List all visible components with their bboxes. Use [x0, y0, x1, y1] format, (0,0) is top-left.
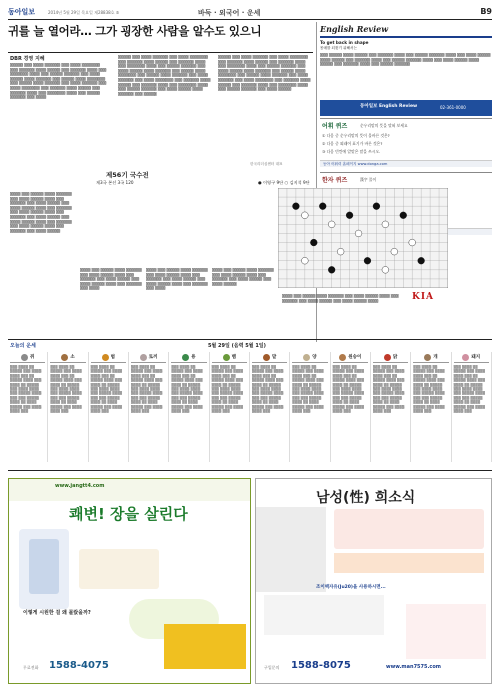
- zodiac-name: 닭: [392, 355, 398, 360]
- zodiac-name: 원숭이: [348, 355, 362, 360]
- zodiac-animal-icon: [303, 354, 310, 361]
- zodiac-animal-icon: [462, 354, 469, 361]
- black-stone: [373, 203, 380, 210]
- english-review-heading: English Review: [320, 24, 389, 34]
- zodiac-header: [212, 352, 247, 363]
- zodiac-column: [290, 352, 330, 462]
- zodiac-column: [169, 352, 209, 462]
- white-stone: [382, 221, 389, 228]
- vocab-quiz-caption: 순우리말의 뜻을 맞혀 보세요: [360, 123, 408, 128]
- zodiac-header: [131, 352, 166, 363]
- zodiac-header: [454, 352, 489, 363]
- zodiac-animal-icon: [263, 354, 270, 361]
- zodiac-column: [452, 352, 492, 462]
- zodiac-header: [50, 352, 85, 363]
- horoscope-title: 오늘의 운세: [10, 343, 36, 349]
- horoscope-date: 5월 29일 (음력 5월 1일): [208, 343, 266, 349]
- newspaper-logo: 동아일보: [8, 8, 36, 16]
- event-badge: [164, 624, 246, 669]
- zodiac-column: [8, 352, 48, 462]
- baduk-text-5: ▒▒▒▒ ▒▒▒ ▒▒▒▒▒ ▒▒▒▒ ▒▒▒▒▒▒ ▒▒▒ ▒▒▒▒ ▒▒▒▒▒ ▒▒▒▒ ▒▒▒ ▒▒▒▒▒▒ ▒▒▒ ▒▒▒▒ ▒▒▒▒▒ ▒▒▒ ▒▒▒▒ ▒▒▒▒▒ ▒▒▒▒: [282, 294, 399, 303]
- ad-mens-phone-label: 구입문의: [264, 665, 280, 670]
- vocab-quiz-label: 어휘 퀴즈: [322, 123, 348, 130]
- zodiac-name: 뱀: [231, 355, 236, 360]
- column-byline: 한국리더십센터 대표: [250, 162, 283, 166]
- page-number: B9: [480, 7, 492, 16]
- ad-mens-phone: 1588-8075: [291, 660, 351, 671]
- ad-digestive-headline: 쾌변! 장을 살린다: [69, 505, 188, 523]
- black-stone: [310, 239, 317, 246]
- vocab-quiz-q3: ③ 다음 빈칸에 알맞은 말을 쓰시오.: [322, 149, 381, 154]
- zodiac-fortune-text: ▒▒▒ ▒▒▒▒ ▒▒ ▒▒▒▒▒ ▒▒▒ ▒▒▒▒ ▒▒▒▒ ▒▒▒ ▒▒ ▒▒▒▒▒ ▒▒▒▒ ▒▒▒ ▒▒▒▒ ▒▒ ▒▒▒▒▒ ▒▒▒ ▒▒▒▒ ▒▒▒▒ ▒▒▒ ▒▒▒▒▒ ▒▒▒▒ ▒▒▒ ▒▒▒ ▒▒▒▒▒ ▒▒▒▒ ▒▒ ▒▒▒▒ ▒▒▒▒▒ ▒▒▒ ▒▒▒▒ ▒▒▒▒ ▒▒▒: [130, 365, 163, 414]
- zodiac-column: [371, 352, 411, 462]
- zodiac-fortune-text: ▒▒▒ ▒▒▒▒ ▒▒ ▒▒▒▒▒ ▒▒▒ ▒▒▒▒ ▒▒▒▒ ▒▒▒ ▒▒ ▒▒▒▒▒ ▒▒▒▒ ▒▒▒ ▒▒▒▒ ▒▒ ▒▒▒▒▒ ▒▒▒ ▒▒▒▒ ▒▒▒▒ ▒▒▒ ▒▒▒▒▒ ▒▒▒▒ ▒▒▒ ▒▒▒ ▒▒▒▒▒ ▒▒▒▒ ▒▒ ▒▒▒▒ ▒▒▒▒▒ ▒▒▒ ▒▒▒▒ ▒▒▒▒ ▒▒▒: [90, 365, 123, 414]
- zodiac-header: [333, 352, 368, 363]
- black-stone: [319, 203, 326, 210]
- white-stone: [409, 239, 416, 246]
- black-stone: [292, 203, 299, 210]
- english-review-bar: [320, 36, 492, 38]
- ad-mens-headline: 남성(性) 희소식: [316, 490, 416, 506]
- column-text-2: ▒▒▒▒▒ ▒▒▒ ▒▒▒▒ ▒▒▒▒▒▒ ▒▒▒ ▒▒▒▒ ▒▒▒▒▒▒▒ ▒▒▒ ▒▒▒▒▒▒ ▒▒▒▒ ▒▒▒▒▒ ▒▒▒ ▒▒▒▒▒▒ ▒▒▒▒ ▒▒▒ ▒▒▒▒▒▒▒ ▒▒▒▒ ▒▒▒ ▒▒▒▒▒ ▒▒▒▒▒▒ ▒▒▒ ▒▒▒▒ ▒▒▒▒▒ ▒▒▒▒ ▒▒▒▒▒▒ ▒▒▒ ▒▒▒▒▒ ▒▒▒▒ ▒▒▒▒▒▒▒ ▒▒▒ ▒▒▒▒▒ ▒▒▒▒ ▒▒▒▒▒▒ ▒▒▒ ▒▒▒▒ ▒▒▒▒▒▒ ▒▒▒ ▒▒▒▒ ▒▒▒▒▒▒▒ ▒▒▒ ▒▒▒▒▒▒ ▒▒▒▒ ▒▒▒▒▒ ▒▒▒ ▒▒▒▒▒▒ ▒▒▒▒ ▒▒▒ ▒▒▒▒▒▒▒ ▒▒▒▒ ▒▒▒ ▒▒▒▒▒ ▒▒▒▒▒▒ ▒▒▒ ▒▒▒▒ ▒▒▒▒▒ ▒▒▒▒ ▒▒▒▒▒▒ ▒▒▒ ▒▒▒▒▒: [118, 55, 211, 96]
- zodiac-animal-icon: [21, 354, 28, 361]
- masthead: [8, 6, 492, 20]
- zodiac-header: [373, 352, 408, 363]
- vocab-quiz: [320, 118, 492, 170]
- black-stone: [328, 266, 335, 273]
- ad-mens-url: www.man7575.com: [386, 664, 442, 670]
- column-text-3: ▒▒▒▒▒ ▒▒▒ ▒▒▒▒ ▒▒▒▒▒▒ ▒▒▒ ▒▒▒▒ ▒▒▒▒▒▒▒ ▒▒▒ ▒▒▒▒▒▒ ▒▒▒▒ ▒▒▒▒▒ ▒▒▒ ▒▒▒▒▒▒ ▒▒▒▒ ▒▒▒ ▒▒▒▒▒▒▒ ▒▒▒▒ ▒▒▒ ▒▒▒▒▒ ▒▒▒▒▒▒ ▒▒▒ ▒▒▒▒ ▒▒▒▒▒ ▒▒▒▒ ▒▒▒▒▒▒ ▒▒▒ ▒▒▒▒▒ ▒▒▒▒ ▒▒▒▒▒▒▒ ▒▒▒ ▒▒▒▒▒ ▒▒▒▒ ▒▒▒▒▒▒ ▒▒▒ ▒▒▒▒ ▒▒▒▒▒▒ ▒▒▒ ▒▒▒▒ ▒▒▒▒▒▒▒ ▒▒▒ ▒▒▒▒▒▒ ▒▒▒▒ ▒▒▒▒▒ ▒▒▒ ▒▒▒▒▒▒ ▒▒▒▒ ▒▒▒ ▒▒▒▒▒▒▒ ▒▒▒▒ ▒▒▒ ▒▒▒▒▒ ▒▒▒▒▒▒ ▒▒▒ ▒▒▒▒ ▒▒▒▒▒: [218, 55, 311, 92]
- kia-logo: KIA: [412, 292, 435, 302]
- zodiac-name: 돼지: [471, 355, 481, 360]
- column-subtitle: DBR 경영 지혜: [10, 56, 45, 62]
- zodiac-name: 소: [70, 355, 75, 360]
- black-stone: [346, 212, 353, 219]
- promo-banner: [334, 553, 484, 573]
- vocab-quiz-q1: ① 다음 중 순우리말의 뜻이 올바른 것은?: [322, 133, 390, 138]
- horoscope-grid: [8, 352, 492, 462]
- baduk-title: 제56기 국수전: [106, 171, 149, 179]
- vocab-quiz-q2: ② 다음 중 외래어 표기가 바른 것은?: [322, 141, 383, 146]
- zodiac-animal-icon: [223, 354, 230, 361]
- zodiac-column: [48, 352, 88, 462]
- ad-digestive-phone-label: 무료전화: [23, 665, 39, 670]
- white-stone: [328, 221, 335, 228]
- zodiac-animal-icon: [339, 354, 346, 361]
- info-box: [79, 549, 159, 589]
- divider: [8, 470, 492, 471]
- white-stone: [301, 257, 308, 264]
- testimonial-box: [264, 595, 384, 635]
- zodiac-fortune-text: ▒▒▒ ▒▒▒▒ ▒▒ ▒▒▒▒▒ ▒▒▒ ▒▒▒▒ ▒▒▒▒ ▒▒▒ ▒▒ ▒▒▒▒▒ ▒▒▒▒ ▒▒▒ ▒▒▒▒ ▒▒ ▒▒▒▒▒ ▒▒▒ ▒▒▒▒ ▒▒▒▒ ▒▒▒ ▒▒▒▒▒ ▒▒▒▒ ▒▒▒ ▒▒▒ ▒▒▒▒▒ ▒▒▒▒ ▒▒ ▒▒▒▒ ▒▒▒▒▒ ▒▒▒ ▒▒▒▒ ▒▒▒▒ ▒▒▒: [453, 365, 486, 414]
- zodiac-name: 범: [110, 355, 115, 360]
- zodiac-fortune-text: ▒▒▒ ▒▒▒▒ ▒▒ ▒▒▒▒▒ ▒▒▒ ▒▒▒▒ ▒▒▒▒ ▒▒▒ ▒▒ ▒▒▒▒▒ ▒▒▒▒ ▒▒▒ ▒▒▒▒ ▒▒ ▒▒▒▒▒ ▒▒▒ ▒▒▒▒ ▒▒▒▒ ▒▒▒ ▒▒▒▒▒ ▒▒▒▒ ▒▒▒ ▒▒▒ ▒▒▒▒▒ ▒▒▒▒ ▒▒ ▒▒▒▒ ▒▒▒▒▒ ▒▒▒ ▒▒▒▒ ▒▒▒▒ ▒▒▒: [171, 365, 203, 414]
- baduk-text-4: ▒▒▒▒ ▒▒▒ ▒▒▒▒▒ ▒▒▒▒ ▒▒▒▒▒▒ ▒▒▒ ▒▒▒▒ ▒▒▒▒▒ ▒▒▒▒ ▒▒▒ ▒▒▒▒▒▒ ▒▒▒ ▒▒▒▒ ▒▒▒▒▒ ▒▒▒ ▒▒▒▒ ▒▒▒▒▒: [212, 268, 274, 286]
- english-review-ad-phone: 02-361-0000: [440, 105, 466, 110]
- zodiac-fortune-text: ▒▒▒ ▒▒▒▒ ▒▒ ▒▒▒▒▒ ▒▒▒ ▒▒▒▒ ▒▒▒▒ ▒▒▒ ▒▒ ▒▒▒▒▒ ▒▒▒▒ ▒▒▒ ▒▒▒▒ ▒▒ ▒▒▒▒▒ ▒▒▒ ▒▒▒▒ ▒▒▒▒ ▒▒▒ ▒▒▒▒▒ ▒▒▒▒ ▒▒▒ ▒▒▒ ▒▒▒▒▒ ▒▒▒▒ ▒▒ ▒▒▒▒ ▒▒▒▒▒ ▒▒▒ ▒▒▒▒ ▒▒▒▒ ▒▒▒: [251, 365, 284, 414]
- ad-mens-health[interactable]: [255, 478, 492, 684]
- benefit-list: [334, 509, 484, 549]
- zodiac-fortune-text: ▒▒▒ ▒▒▒▒ ▒▒ ▒▒▒▒▒ ▒▒▒ ▒▒▒▒ ▒▒▒▒ ▒▒▒ ▒▒ ▒▒▒▒▒ ▒▒▒▒ ▒▒▒ ▒▒▒▒ ▒▒ ▒▒▒▒▒ ▒▒▒ ▒▒▒▒ ▒▒▒▒ ▒▒▒ ▒▒▒▒▒ ▒▒▒▒ ▒▒▒ ▒▒▒ ▒▒▒▒▒ ▒▒▒▒ ▒▒ ▒▒▒▒ ▒▒▒▒▒ ▒▒▒ ▒▒▒▒ ▒▒▒▒ ▒▒▒: [372, 365, 405, 414]
- ad-digestive-top: [9, 479, 250, 501]
- english-review-ad-title: 동아일보 English Review: [360, 104, 418, 109]
- column-title: 귀를 늘 열어라… 그가 굉장한 사람을 알수도 있으니: [8, 24, 262, 38]
- white-stone: [355, 230, 362, 237]
- product-photo: [256, 507, 326, 592]
- white-stone: [382, 266, 389, 273]
- baduk-text-3: ▒▒▒▒ ▒▒▒ ▒▒▒▒▒ ▒▒▒▒ ▒▒▒▒▒▒ ▒▒▒ ▒▒▒▒ ▒▒▒▒▒ ▒▒▒▒ ▒▒▒ ▒▒▒▒▒▒ ▒▒▒ ▒▒▒▒ ▒▒▒▒▒ ▒▒▒ ▒▒▒▒ ▒▒▒▒▒ ▒▒▒▒ ▒▒▒ ▒▒▒▒▒▒ ▒▒▒ ▒▒▒▒: [146, 268, 208, 291]
- ad-digestive[interactable]: [8, 478, 251, 684]
- product-box-icon: [29, 539, 59, 594]
- baduk-prize: 제3국 본선 3국 120: [96, 180, 134, 185]
- baduk-section: [10, 168, 470, 338]
- black-stone: [418, 257, 425, 264]
- zodiac-column: [250, 352, 290, 462]
- ad-digestive-url: www.jangtt4.com: [55, 483, 105, 489]
- zodiac-name: 쥐: [29, 355, 35, 360]
- white-stone: [301, 212, 308, 219]
- event-box: [406, 604, 486, 659]
- ad-mens-sub: 조이맥자유(Ju20)을 사용하시면...: [316, 585, 386, 590]
- zodiac-fortune-text: ▒▒▒ ▒▒▒▒ ▒▒ ▒▒▒▒▒ ▒▒▒ ▒▒▒▒ ▒▒▒▒ ▒▒▒ ▒▒ ▒▒▒▒▒ ▒▒▒▒ ▒▒▒ ▒▒▒▒ ▒▒ ▒▒▒▒▒ ▒▒▒ ▒▒▒▒ ▒▒▒▒ ▒▒▒ ▒▒▒▒▒ ▒▒▒▒ ▒▒▒ ▒▒▒ ▒▒▒▒▒ ▒▒▒▒ ▒▒ ▒▒▒▒ ▒▒▒▒▒ ▒▒▒ ▒▒▒▒ ▒▒▒▒ ▒▒▒: [10, 365, 42, 414]
- issue-date: 2014년 5월 29일 목요일 제28838호 ⑤: [48, 10, 120, 15]
- divider: [8, 339, 492, 340]
- zodiac-animal-icon: [140, 354, 147, 361]
- zodiac-fortune-text: ▒▒▒ ▒▒▒▒ ▒▒ ▒▒▒▒▒ ▒▒▒ ▒▒▒▒ ▒▒▒▒ ▒▒▒ ▒▒ ▒▒▒▒▒ ▒▒▒▒ ▒▒▒ ▒▒▒▒ ▒▒ ▒▒▒▒▒ ▒▒▒ ▒▒▒▒ ▒▒▒▒ ▒▒▒ ▒▒▒▒▒ ▒▒▒▒ ▒▒▒ ▒▒▒ ▒▒▒▒▒ ▒▒▒▒ ▒▒ ▒▒▒▒ ▒▒▒▒▒ ▒▒▒ ▒▒▒▒ ▒▒▒▒ ▒▒▒: [50, 365, 82, 414]
- go-board: [278, 188, 448, 288]
- zodiac-animal-icon: [182, 354, 189, 361]
- zodiac-header: [292, 352, 327, 363]
- zodiac-animal-icon: [61, 354, 68, 361]
- zodiac-name: 용: [191, 355, 196, 360]
- zodiac-header: [413, 352, 448, 363]
- zodiac-name: 개: [433, 355, 438, 360]
- zodiac-fortune-text: ▒▒▒ ▒▒▒▒ ▒▒ ▒▒▒▒▒ ▒▒▒ ▒▒▒▒ ▒▒▒▒ ▒▒▒ ▒▒ ▒▒▒▒▒ ▒▒▒▒ ▒▒▒ ▒▒▒▒ ▒▒ ▒▒▒▒▒ ▒▒▒ ▒▒▒▒ ▒▒▒▒ ▒▒▒ ▒▒▒▒▒ ▒▒▒▒ ▒▒▒ ▒▒▒ ▒▒▒▒▒ ▒▒▒▒ ▒▒ ▒▒▒▒ ▒▒▒▒▒ ▒▒▒ ▒▒▒▒ ▒▒▒▒ ▒▒▒: [413, 365, 445, 414]
- zodiac-fortune-text: ▒▒▒ ▒▒▒▒ ▒▒ ▒▒▒▒▒ ▒▒▒ ▒▒▒▒ ▒▒▒▒ ▒▒▒ ▒▒ ▒▒▒▒▒ ▒▒▒▒ ▒▒▒ ▒▒▒▒ ▒▒ ▒▒▒▒▒ ▒▒▒ ▒▒▒▒ ▒▒▒▒ ▒▒▒ ▒▒▒▒▒ ▒▒▒▒ ▒▒▒ ▒▒▒ ▒▒▒▒▒ ▒▒▒▒ ▒▒ ▒▒▒▒ ▒▒▒▒▒ ▒▒▒ ▒▒▒▒ ▒▒▒▒ ▒▒▒: [211, 365, 244, 414]
- zodiac-header: [91, 352, 126, 363]
- zodiac-column: [331, 352, 371, 462]
- zodiac-name: 말: [271, 355, 277, 360]
- zodiac-header: [252, 352, 287, 363]
- column-text-1: ▒▒▒▒▒ ▒▒▒ ▒▒▒▒ ▒▒▒▒▒▒ ▒▒▒ ▒▒▒▒ ▒▒▒▒▒▒▒ ▒▒▒ ▒▒▒▒▒▒ ▒▒▒▒ ▒▒▒▒▒ ▒▒▒ ▒▒▒▒▒▒ ▒▒▒▒ ▒▒▒ ▒▒▒▒▒▒▒ ▒▒▒▒ ▒▒▒ ▒▒▒▒▒ ▒▒▒▒▒▒ ▒▒▒ ▒▒▒▒ ▒▒▒▒▒ ▒▒▒▒ ▒▒▒▒▒▒ ▒▒▒ ▒▒▒▒▒ ▒▒▒▒ ▒▒▒▒▒▒▒ ▒▒▒ ▒▒▒▒▒ ▒▒▒▒ ▒▒▒▒▒▒ ▒▒▒ ▒▒▒▒ ▒▒▒▒▒▒ ▒▒▒ ▒▒▒▒ ▒▒▒▒▒▒▒ ▒▒▒ ▒▒▒▒▒▒ ▒▒▒▒ ▒▒▒▒▒ ▒▒▒ ▒▒▒▒▒▒ ▒▒▒▒ ▒▒▒ ▒▒▒▒▒▒▒ ▒▒▒▒ ▒▒▒ ▒▒▒▒▒ ▒▒▒▒▒▒ ▒▒▒ ▒▒▒▒: [10, 63, 107, 100]
- zodiac-header: [10, 352, 45, 363]
- zodiac-header: [171, 352, 206, 363]
- english-review-caption: 몸매를 되찾기 위해서는: [320, 46, 357, 50]
- zodiac-name: 토끼: [148, 355, 158, 360]
- english-review-subtitle: To get back in shape: [320, 40, 369, 45]
- zodiac-animal-icon: [102, 354, 109, 361]
- black-stone: [364, 257, 371, 264]
- zodiac-name: 양: [312, 355, 317, 360]
- zodiac-animal-icon: [384, 354, 391, 361]
- zodiac-column: [411, 352, 451, 462]
- baduk-text-2: ▒▒▒▒ ▒▒▒ ▒▒▒▒▒ ▒▒▒▒ ▒▒▒▒▒▒ ▒▒▒ ▒▒▒▒ ▒▒▒▒▒ ▒▒▒▒ ▒▒▒ ▒▒▒▒▒▒ ▒▒▒ ▒▒▒▒ ▒▒▒▒▒ ▒▒▒ ▒▒▒▒ ▒▒▒▒▒ ▒▒▒▒ ▒▒▒ ▒▒▒▒▒▒ ▒▒▒ ▒▒▒▒: [80, 268, 142, 291]
- baduk-players: ● 이영구 9단 ○ 김지석 9단: [258, 180, 310, 185]
- english-review-text: ▒▒▒ ▒▒▒▒▒ ▒▒▒▒ ▒▒▒▒▒ ▒▒▒ ▒▒▒▒▒▒ ▒▒▒▒ ▒▒▒ ▒▒▒▒▒ ▒▒▒▒▒▒ ▒▒▒▒ ▒▒▒ ▒▒▒▒ ▒▒▒▒▒ ▒▒▒▒ ▒▒▒▒▒ ▒▒▒ ▒▒▒▒▒▒ ▒▒▒▒ ▒▒▒ ▒▒▒▒▒ ▒▒▒▒▒▒ ▒▒▒▒ ▒▒▒ ▒▒▒▒ ▒▒▒▒▒ ▒▒▒▒ ▒▒▒▒▒ ▒▒▒ ▒▒▒▒▒▒ ▒▒▒▒ ▒▒▒ ▒▒▒▒▒ ▒▒▒▒▒▒: [320, 53, 491, 67]
- zodiac-column: [89, 352, 129, 462]
- hanja-quiz-caption: 漢字 풀이: [360, 177, 377, 182]
- white-stone: [337, 248, 344, 255]
- hanja-quiz-label: 한자 퀴즈: [322, 177, 348, 184]
- divider: [8, 52, 313, 53]
- ad-digestive-question: 이렇게 시원한 걸 왜 몰랐을까?: [23, 610, 91, 616]
- ad-digestive-phone: 1588-4075: [49, 660, 109, 671]
- english-review-ad[interactable]: [320, 100, 492, 116]
- zodiac-fortune-text: ▒▒▒ ▒▒▒▒ ▒▒ ▒▒▒▒▒ ▒▒▒ ▒▒▒▒ ▒▒▒▒ ▒▒▒ ▒▒ ▒▒▒▒▒ ▒▒▒▒ ▒▒▒ ▒▒▒▒ ▒▒ ▒▒▒▒▒ ▒▒▒ ▒▒▒▒ ▒▒▒▒ ▒▒▒ ▒▒▒▒▒ ▒▒▒▒ ▒▒▒ ▒▒▒ ▒▒▒▒▒ ▒▒▒▒ ▒▒ ▒▒▒▒ ▒▒▒▒▒ ▒▒▒ ▒▒▒▒ ▒▒▒▒ ▒▒▒: [292, 365, 324, 414]
- black-stone: [400, 212, 407, 219]
- horoscope-header: [8, 341, 492, 351]
- baduk-text-1: ▒▒▒▒ ▒▒▒ ▒▒▒▒▒ ▒▒▒▒ ▒▒▒▒▒▒ ▒▒▒ ▒▒▒▒ ▒▒▒▒▒ ▒▒▒▒ ▒▒▒ ▒▒▒▒▒▒ ▒▒▒ ▒▒▒▒ ▒▒▒▒▒ ▒▒▒ ▒▒▒▒ ▒▒▒▒▒ ▒▒▒▒ ▒▒▒ ▒▒▒▒▒▒ ▒▒▒ ▒▒▒▒ ▒▒▒▒▒ ▒▒▒▒ ▒▒▒ ▒▒▒▒▒▒ ▒▒▒ ▒▒▒▒ ▒▒▒▒▒ ▒▒▒ ▒▒▒▒ ▒▒▒▒▒ ▒▒▒▒ ▒▒▒ ▒▒▒▒▒▒ ▒▒▒ ▒▒▒▒ ▒▒▒▒▒ ▒▒▒▒ ▒▒▒ ▒▒▒▒▒▒ ▒▒▒ ▒▒▒▒ ▒▒▒▒▒: [10, 192, 72, 233]
- zodiac-column: [129, 352, 169, 462]
- vocab-quiz-footer[interactable]: 동아 어휘력 홈페이지 www.donga.com: [320, 160, 492, 167]
- zodiac-fortune-text: ▒▒▒ ▒▒▒▒ ▒▒ ▒▒▒▒▒ ▒▒▒ ▒▒▒▒ ▒▒▒▒ ▒▒▒ ▒▒ ▒▒▒▒▒ ▒▒▒▒ ▒▒▒ ▒▒▒▒ ▒▒ ▒▒▒▒▒ ▒▒▒ ▒▒▒▒ ▒▒▒▒ ▒▒▒ ▒▒▒▒▒ ▒▒▒▒ ▒▒▒ ▒▒▒ ▒▒▒▒▒ ▒▒▒▒ ▒▒ ▒▒▒▒ ▒▒▒▒▒ ▒▒▒ ▒▒▒▒ ▒▒▒▒ ▒▒▒: [332, 365, 365, 414]
- white-stone: [391, 248, 398, 255]
- zodiac-column: [210, 352, 250, 462]
- zodiac-animal-icon: [424, 354, 431, 361]
- section-title: 바둑 · 외국어 · 운세: [198, 9, 261, 17]
